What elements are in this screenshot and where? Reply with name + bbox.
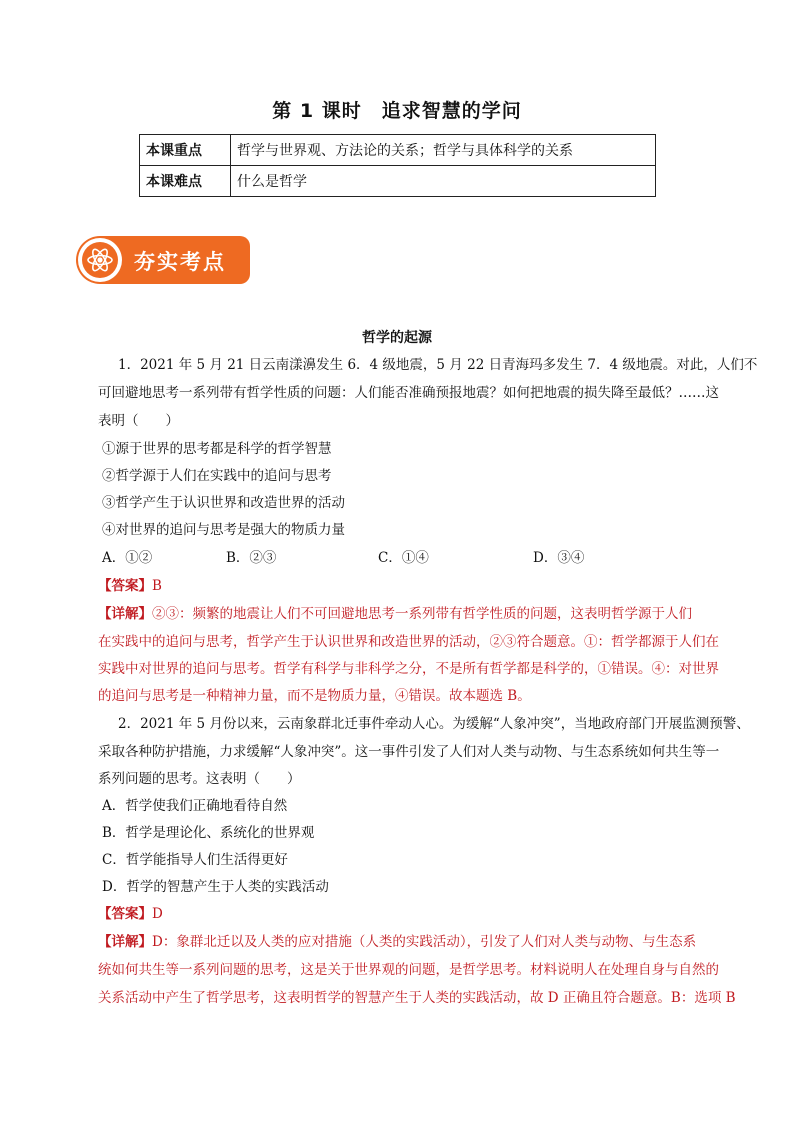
answer-value: B xyxy=(152,578,162,594)
detail-tag: 【详解】 xyxy=(98,606,152,622)
q1-option-b: B．②③ xyxy=(226,550,277,566)
page-title: 第 1 课时 追求智慧的学问 xyxy=(272,100,522,122)
q2-line: 系列问题的思考。这表明（ ） xyxy=(98,771,301,787)
answer-tag: 【答案】 xyxy=(98,906,152,922)
q1-option-a: A．①② xyxy=(102,550,153,566)
q1-answer xyxy=(98,576,162,596)
q1-detail-line: 在实践中的追问与思考，哲学产生于认识世界和改造世界的活动，②③符合题意。①：哲学都源于人们在 xyxy=(98,634,719,650)
lesson-focus-table xyxy=(139,134,656,197)
badge-label: 夯实考点 xyxy=(134,250,226,274)
table-row xyxy=(140,135,656,166)
difficulty-value: 什么是哲学 xyxy=(231,166,656,197)
q1-detail-line: 的追问与思考是一种精神力量，而不是物质力量，④错误。故本题选 B。 xyxy=(98,688,531,704)
q2-answer xyxy=(98,904,163,924)
q1-line: 可回避地思考一系列带有哲学性质的问题：人们能否准确预报地震？如何把地震的损失降至最低？……这 xyxy=(98,385,719,401)
q1-detail-line: 实践中对世界的追问与思考。哲学有科学与非科学之分，不是所有哲学都是科学的，①错误。④：对世界 xyxy=(98,661,719,677)
q2-detail-line: 统如何共生等一系列问题的思考，这是关于世界观的问题，是哲学思考。材料说明人在处理自身与自然的 xyxy=(98,962,719,978)
q1-detail-line xyxy=(98,604,692,624)
answer-value: D xyxy=(152,906,163,922)
q2-line: 采取各种防护措施，力求缓解“人象冲突”。这一事件引发了人们对人类与动物、与生态系统如何共生等一 xyxy=(98,744,720,760)
section-title: 哲学的起源 xyxy=(362,330,432,346)
q1-statement: ②哲学源于人们在实践中的追问与思考 xyxy=(102,468,332,484)
q2-option-d: D．哲学的智慧产生于人类的实践活动 xyxy=(102,879,329,895)
q2-detail-line: 关系活动中产生了哲学思考，这表明哲学的智慧产生于人类的实践活动，故 D 正确且符合题意。B：选项 B xyxy=(98,990,736,1006)
q1-statement: ③哲学产生于认识世界和改造世界的活动 xyxy=(102,495,345,511)
q1-line: 1．2021 年 5 月 21 日云南漾濞发生 6．4 级地震，5 月 22 日青海玛多发生 7．4 级地震。对此，人们不 xyxy=(118,357,758,373)
q2-option-a: A．哲学使我们正确地看待自然 xyxy=(102,798,288,814)
focus-value: 哲学与世界观、方法论的关系；哲学与具体科学的关系 xyxy=(231,135,656,166)
section-badge xyxy=(76,236,250,284)
detail-text: ②③：频繁的地震让人们不可回避地思考一系列带有哲学性质的问题，这表明哲学源于人们 xyxy=(152,606,692,622)
q2-option-c: C．哲学能指导人们生活得更好 xyxy=(102,852,288,868)
q1-statement: ④对世界的追问与思考是强大的物质力量 xyxy=(102,522,345,538)
q2-detail-line xyxy=(98,932,696,952)
q1-statement: ①源于世界的思考都是科学的哲学智慧 xyxy=(102,441,332,457)
q2-option-b: B．哲学是理论化、系统化的世界观 xyxy=(102,825,315,841)
q1-line: 表明（ ） xyxy=(98,413,179,429)
badge-icon-circle xyxy=(78,238,122,282)
detail-text: D：象群北迁以及人类的应对措施（人类的实践活动），引发了人们对人类与动物、与生态系 xyxy=(152,934,697,950)
q1-option-d: D．③④ xyxy=(533,550,585,566)
focus-key: 本课重点 xyxy=(140,135,231,166)
answer-tag: 【答案】 xyxy=(98,578,152,594)
atom-icon xyxy=(86,246,114,274)
detail-tag: 【详解】 xyxy=(98,934,152,950)
q2-line: 2．2021 年 5 月份以来，云南象群北迁事件牵动人心。为缓解“人象冲突”，当地政府部门开展监测预警、 xyxy=(118,716,750,732)
table-row xyxy=(140,166,656,197)
q1-option-c: C．①④ xyxy=(378,550,429,566)
difficulty-key: 本课难点 xyxy=(140,166,231,197)
